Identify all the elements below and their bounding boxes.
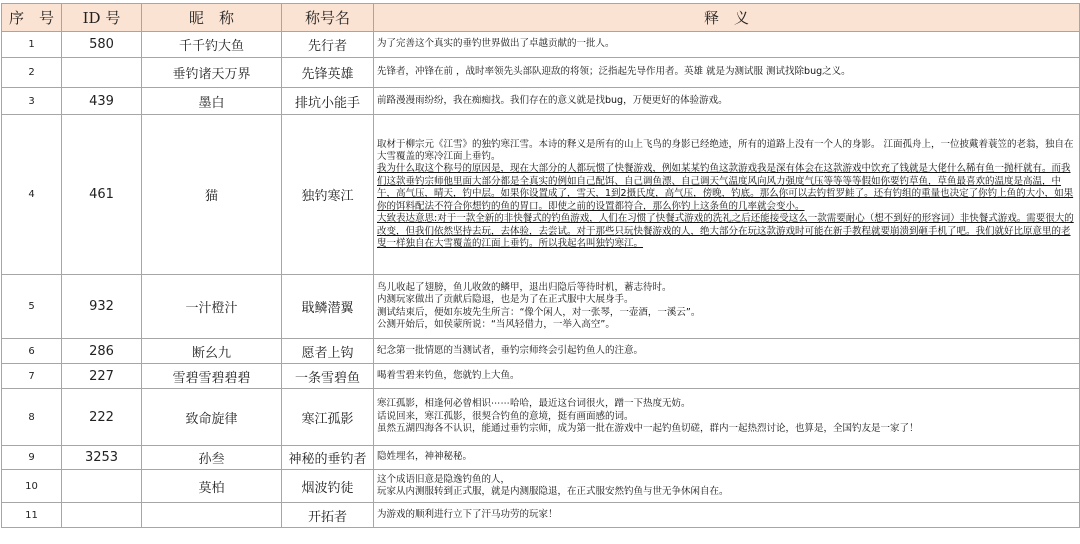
cell-title: 烟波钓徒 [282,470,374,503]
desc-line: 这个成语旧意是隐逸钓鱼的人， [377,473,511,485]
cell-desc [374,503,1080,528]
cell-nickname: 猫 [142,115,282,275]
cell-seq: 7 [2,364,62,389]
cell-seq: 6 [2,339,62,364]
cell-id: 286 [62,339,142,364]
cell-title: 一条雪碧鱼 [282,364,374,389]
cell-id: 227 [62,364,142,389]
cell-desc [374,32,1080,58]
table-row [2,58,1080,88]
header-desc: 释 义 [374,4,1080,32]
desc-line: 大致表达意思:对于一款全新的非快餐式的钓鱼游戏，人们在习惯了快餐式游戏的洗礼之后还能接受这么一款需要耐心（想不到好的形容词）非快餐式游戏。需要很大的改变，但我们依然坚持去玩，去体验，去尝试。对于那些只玩快餐游戏的人，绝大部分在玩这款游戏时可能在新手教程就要崩溃到砸手机了吧。我们就好比原意里的老叟一样独自在大雪覆盖的江面上垂钓。所以我起名叫独钓寒江。 [377,213,1074,249]
desc-line: 喝着雪碧来钓鱼，您就钓上大鱼。 [377,369,520,381]
cell-id: 222 [62,389,142,446]
cell-nickname: 千千钓大鱼 [142,32,282,58]
cell-title: 愿者上钩 [282,339,374,364]
cell-title: 神秘的垂钓者 [282,446,374,470]
cell-id: 461 [62,115,142,275]
table-row [2,275,1080,339]
cell-desc [374,58,1080,88]
desc-line: 鸟儿收起了翅膀，鱼儿收敛的鳞甲，退出归隐后等待时机，蓄志待时。 [377,281,672,293]
cell-id: 439 [62,88,142,115]
desc-line: 公测开始后，如侯蒙所说：“当风轻借力，一举入高空”。 [377,318,615,330]
cell-nickname: 墨白 [142,88,282,115]
header-id: ID 号 [62,4,142,32]
cell-desc [374,389,1080,446]
cell-nickname: 一汁橙汁 [142,275,282,339]
cell-seq: 11 [2,503,62,528]
header-title: 称号名 [282,4,374,32]
cell-desc [374,470,1080,503]
desc-line: 玩家从内测服转到正式服，就是内测服隐退，在正式服安然钓鱼与世无争休闲自在。 [377,486,729,497]
cell-seq: 3 [2,88,62,115]
cell-desc [374,446,1080,470]
cell-seq: 10 [2,470,62,503]
cell-seq: 1 [2,32,62,58]
cell-id [62,503,142,528]
cell-seq: 2 [2,58,62,88]
cell-id: 580 [62,32,142,58]
table-row [2,88,1080,115]
cell-title: 独钓寒江 [282,115,374,275]
table-row [2,364,1080,389]
desc-line: 测试结束后，便如东坡先生所言：“像个闲人，对一张琴，一壶酒，一溪云”。 [377,306,701,318]
table-row [2,503,1080,528]
header-row [2,4,1080,32]
desc-line: 为游戏的顺利进行立下了汗马功劳的玩家！ [377,508,558,520]
cell-nickname: 雪碧雪碧碧碧 [142,364,282,389]
cell-id: 932 [62,275,142,339]
desc-line: 寒江孤影，相逢何必曾相识⋯⋯哈哈，最近这台词很火，蹭一下热度无妨。 [377,398,691,410]
table-row [2,389,1080,446]
cell-id [62,58,142,88]
table-row [2,32,1080,58]
header-nickname: 昵 称 [142,4,282,32]
desc-line: 先锋者，冲锋在前 ，战时率领先头部队迎敌的将领；泛指起先导作用者。英雄 就是为测试服 测试找除bug之义。 [377,66,851,78]
cell-title: 先锋英雄 [282,58,374,88]
desc-line: 隐姓埋名，神神秘秘。 [377,451,473,463]
cell-nickname: 致命旋律 [142,389,282,446]
titles-table [1,3,1080,528]
cell-desc [374,339,1080,364]
cell-nickname [142,503,282,528]
desc-line: 话说回来，寒江孤影，很契合钓鱼的意境，挺有画面感的词。 [377,410,634,422]
desc-line: 前路漫漫雨纷纷，我在痴痴找。我们存在的意义就是找bug，万便更好的体验游戏。 [377,94,728,106]
cell-id: 3253 [62,446,142,470]
desc-line: 纪念第一批情愿的当测试者，垂钓宗师终会引起钓鱼人的注意。 [377,344,644,356]
cell-seq: 5 [2,275,62,339]
desc-line: 我为什么取这个称号的原因是，现在大部分的人都玩惯了快餐游戏，例如某某钓鱼这款游戏我是深有体会在这款游戏中饮充了钱就是大佬什么稀有鱼一抛杆就有。而我们这款垂钓宗师他里面大部分都是全真实的例如自己配饵、自己调鱼漂、自己调天气温度风向风力强度气压等等等等假如你要钓草鱼，草鱼最喜欢的温度是高温，中午，高气压，晴天，钓中层。如果你设置成了，雪天，1到2摄氏度，高气压，傍晚，钓底。那么你可以去钓哲罗鲑了。还有钓组的重量也决定了你钓上鱼的大小，如果你的饵料配法不符合你想钓的鱼的胃口。即使之前的设置都符合，那么你钓上这条鱼的几率就会变小。 [377,163,1074,212]
cell-desc [374,364,1080,389]
header-seq: 序 号 [2,4,62,32]
desc-line: 取材于柳宗元《江雪》的独钓寒江雪。本诗的释义是所有的山上飞鸟的身影已经绝迹，所有的道路上没有一个人的身影。 江面孤舟上，一位披戴着蓑笠的老翁，独自在大雪覆盖的寒冷江面上垂钓。 [377,138,1074,163]
cell-nickname: 莫柏 [142,470,282,503]
table-row [2,446,1080,470]
cell-desc [374,275,1080,339]
cell-title: 寒江孤影 [282,389,374,446]
cell-nickname: 垂钓诸天万界 [142,58,282,88]
cell-desc [374,115,1080,275]
table-row [2,339,1080,364]
cell-title: 开拓者 [282,503,374,528]
cell-seq: 4 [2,115,62,275]
cell-nickname: 孙叁 [142,446,282,470]
cell-seq: 8 [2,389,62,446]
table-row [2,115,1080,275]
cell-title: 戢鳞潜翼 [282,275,374,339]
desc-line: 虽然五湖四海各不认识，能通过垂钓宗师，成为第一批在游戏中一起钓鱼切磋，群内一起热烈讨论，也算是，全国钓友是一家了！ [377,423,919,435]
table-row [2,470,1080,503]
cell-desc [374,88,1080,115]
cell-id [62,470,142,503]
cell-title: 先行者 [282,32,374,58]
cell-nickname: 断幺九 [142,339,282,364]
cell-seq: 9 [2,446,62,470]
cell-title: 排坑小能手 [282,88,374,115]
desc-line: 内测玩家做出了贡献后隐退，也是为了在正式服中大展身手。 [377,294,634,306]
desc-line: 为了完善这个真实的垂钓世界做出了卓越贡献的一批人。 [377,38,615,50]
